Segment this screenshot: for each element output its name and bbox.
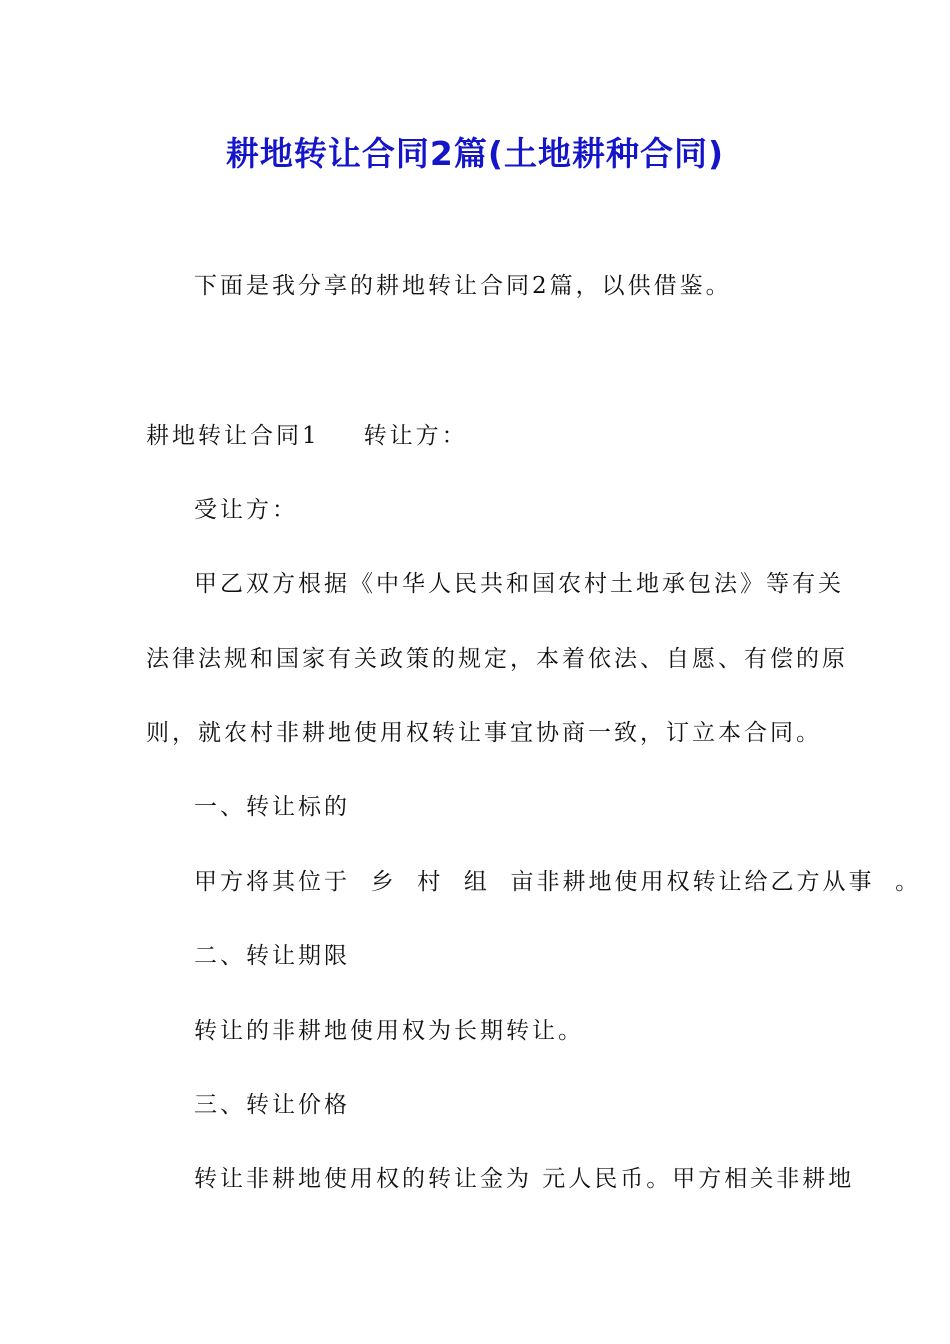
document-title: 耕地转让合同2篇(土地耕种合同) — [225, 134, 725, 173]
section-1-text: 甲方将其位于 乡 村 组 亩非耕地使用权转让给乙方从事 。 — [194, 869, 922, 895]
section-2-text: 转让的非耕地使用权为长期转让。 — [194, 1018, 584, 1044]
contract-heading: 耕地转让合同1 — [146, 423, 320, 449]
paragraph-1-line-3: 则，就农村非耕地使用权转让事宜协商一致，订立本合同。 — [146, 720, 822, 746]
intro-text: 下面是我分享的耕地转让合同2篇，以供借鉴。 — [194, 273, 732, 299]
paragraph-1-line-2: 法律法规和国家有关政策的规定，本着依法、自愿、有偿的原 — [146, 646, 848, 672]
section-3-heading: 三、转让价格 — [194, 1092, 350, 1118]
section-1-heading: 一、转让标的 — [194, 794, 350, 820]
paragraph-1-line-1: 甲乙双方根据《中华人民共和国农村土地承包法》等有关 — [194, 571, 844, 597]
section-2-heading: 二、转让期限 — [194, 943, 350, 969]
section-3-text: 转让非耕地使用权的转让金为 元人民币。甲方相关非耕地 — [194, 1166, 855, 1192]
contract-heading-line — [146, 420, 468, 452]
transferee-label: 受让方： — [194, 497, 298, 523]
transferor-label: 转让方： — [363, 423, 468, 449]
